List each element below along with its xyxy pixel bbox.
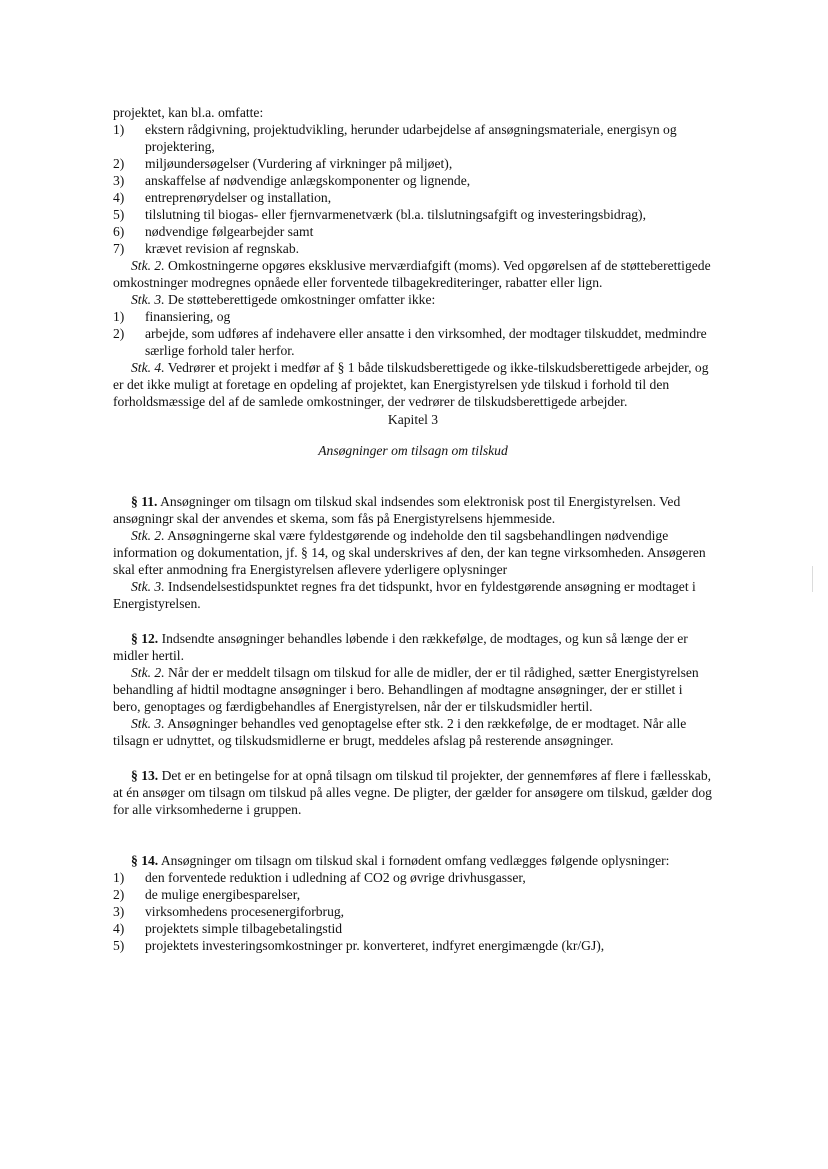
- stk-text: Indsendelsestidspunktet regnes fra det tidspunkt, hvor en fyldestgørende ansøgning er modtaget i Energistyrelsen.: [113, 579, 696, 611]
- list-item: [113, 155, 713, 172]
- list-item: [113, 903, 713, 920]
- list-text: virksomhedens procesenergiforbrug,: [145, 904, 345, 919]
- section-label: § 13.: [131, 768, 159, 783]
- section-12: [113, 630, 713, 749]
- list-text: de mulige energibesparelser,: [145, 887, 301, 902]
- list-item: [113, 325, 713, 359]
- list-item: [113, 308, 713, 325]
- list-text: projektets simple tilbagebetalingstid: [145, 921, 343, 936]
- list-text: nødvendige følgearbejder samt: [145, 224, 314, 239]
- stk-text: Omkostningerne opgøres eksklusive merværdiafgift (moms). Ved opgørelsen af de støtteberettigede omkostninger modregnes opnåede eller forventede tilbagekrediteringer, rabatter eller lign.: [113, 258, 711, 290]
- chapter-title: Kapitel 3: [387, 412, 439, 427]
- section-14: [113, 852, 713, 954]
- list-number: 4): [113, 921, 125, 936]
- intro-text: projektet, kan bl.a. omfatte:: [113, 105, 264, 120]
- list-number: 5): [113, 207, 125, 222]
- list-text: miljøundersøgelser (Vurdering af virkninger på miljøet),: [145, 156, 453, 171]
- list-item: [113, 886, 713, 903]
- stk-label: Stk. 2.: [131, 665, 165, 680]
- stk-label: Stk. 3.: [131, 292, 165, 307]
- section-13-paragraph: [113, 767, 713, 818]
- section-text: Indsendte ansøgninger behandles løbende i den rækkefølge, de modtages, og kun så længe der er midler hertil.: [113, 631, 688, 663]
- list-number: 5): [113, 938, 125, 953]
- list-text: entreprenørydelser og installation,: [145, 190, 332, 205]
- section-label: § 11.: [131, 494, 158, 509]
- section-11: [113, 493, 713, 612]
- stk-label: Stk. 3.: [131, 716, 165, 731]
- list-number: 1): [113, 122, 125, 137]
- section-13: [113, 767, 713, 818]
- section-14-paragraph: [113, 852, 713, 869]
- stk-label: Stk. 3.: [131, 579, 165, 594]
- list-text: den forventede reduktion i udledning af CO2 og øvrige drivhusgasser,: [145, 870, 526, 885]
- list-text: finansiering, og: [145, 309, 231, 324]
- stk-label: Stk. 2.: [131, 528, 165, 543]
- list-number: 2): [113, 887, 125, 902]
- list-item: [113, 937, 713, 954]
- list-item: [113, 206, 713, 223]
- stk-text: Når der er meddelt tilsagn om tilskud for alle de midler, der er til rådighed, sætter Energistyrelsen behandling af hidtil modtagne ansøgninger i bero. Behandlingen af modtagne ansøgninger, der er stillet i bero, genoptages og færdigbehandles af Energistyrelsen, når der er tilskudsmidler hertil.: [113, 665, 699, 714]
- section-label: § 12.: [131, 631, 159, 646]
- section-12-stk-2: [113, 664, 713, 715]
- stk-text: Vedrører et projekt i medfør af § 1 både tilskudsberettigede og ikke-tilskudsberettigede arbejder, og er det ikke muligt at foretage en opdeling af projektet, kan Energistyrelsen yde tilskud i forhold til den forholdsmæssige del af de samlede omkostninger, der vedrører de tilskudsberettigede arbejder.: [113, 360, 709, 409]
- stk-text: Ansøgninger behandles ved genoptagelse efter stk. 2 i den rækkefølge, de er modtaget. Når alle tilsagn er udnyttet, og tilskudsmidlerne er brugt, meddeles afslag på resterende ansøgninger.: [113, 716, 687, 748]
- list-number: 4): [113, 190, 125, 205]
- list-item: [113, 240, 713, 257]
- list-item: [113, 189, 713, 206]
- excluded-costs-list: [113, 308, 713, 359]
- section-12-paragraph: [113, 630, 713, 664]
- list-text: ekstern rådgivning, projektudvikling, herunder udarbejdelse af ansøgningsmateriale, energisyn og projektering,: [145, 122, 677, 154]
- document-page: [113, 104, 713, 954]
- list-number: 3): [113, 904, 125, 919]
- scan-artifact-line: [812, 566, 813, 592]
- list-item: [113, 172, 713, 189]
- stk-2-paragraph: [113, 257, 713, 291]
- section-label: § 14.: [131, 853, 159, 868]
- stk-label: Stk. 4.: [131, 360, 165, 375]
- list-number: 3): [113, 173, 125, 188]
- section-text: Ansøgninger om tilsagn om tilskud skal i fornødent omfang vedlægges følgende oplysninger:: [158, 853, 670, 868]
- list-number: 2): [113, 156, 125, 171]
- list-number: 1): [113, 870, 125, 885]
- stk-text: De støtteberettigede omkostninger omfatter ikke:: [164, 292, 436, 307]
- stk-4-paragraph: [113, 359, 713, 410]
- section-11-paragraph: [113, 493, 713, 527]
- list-text: krævet revision af regnskab.: [145, 241, 300, 256]
- stk-text: Ansøgningerne skal være fyldestgørende og indeholde den til sagsbehandlingen nødvendige information og dokumentation, jf. § 14, og skal underskrives af den, der kan tegne virksomheden. Ansøgeren skal efter anmodning fra Energistyrelsen aflevere yderligere oplysninger: [113, 528, 706, 577]
- stk-label: Stk. 2.: [131, 258, 165, 273]
- list-text: anskaffelse af nødvendige anlægskomponenter og lignende,: [145, 173, 471, 188]
- list-number: 1): [113, 309, 125, 324]
- list-item: [113, 920, 713, 937]
- list-text: tilslutning til biogas- eller fjernvarmenetværk (bl.a. tilslutningsafgift og investeringsbidrag),: [145, 207, 646, 222]
- stk-3-paragraph: [113, 291, 713, 308]
- list-number: 2): [113, 326, 125, 341]
- list-item: [113, 121, 713, 155]
- list-text: arbejde, som udføres af indehavere eller ansatte i den virksomhed, der modtager tilskuddet, medmindre særlige forhold taler herfor.: [145, 326, 707, 358]
- list-text: projektets investeringsomkostninger pr. konverteret, indfyret energimængde (kr/GJ),: [145, 938, 605, 953]
- list-number: 7): [113, 241, 125, 256]
- section-11-stk-3: [113, 578, 713, 612]
- section-12-stk-3: [113, 715, 713, 749]
- list-item: [113, 869, 713, 886]
- list-item: [113, 223, 713, 240]
- chapter-heading: Ansøgninger om tilsagn om tilskud: [318, 443, 508, 458]
- section-text: Ansøgninger om tilsagn om tilskud skal indsendes som elektronisk post til Energistyrelsen. Ved ansøgningr skal der anvendes et skema, som fås på Energistyrelsens hjemmeside.: [113, 494, 681, 526]
- section-11-stk-2: [113, 527, 713, 578]
- section-text: Det er en betingelse for at opnå tilsagn om tilskud til projekter, der gennemføres af flere i fællesskab, at én ansøger om tilsagn om tilskud på alles vegne. De pligter, der gælder for ansøgere om tilskud, gælder dog for alle virksomhederne i gruppen.: [113, 768, 712, 817]
- list-number: 6): [113, 224, 125, 239]
- eligible-costs-list: [113, 121, 713, 257]
